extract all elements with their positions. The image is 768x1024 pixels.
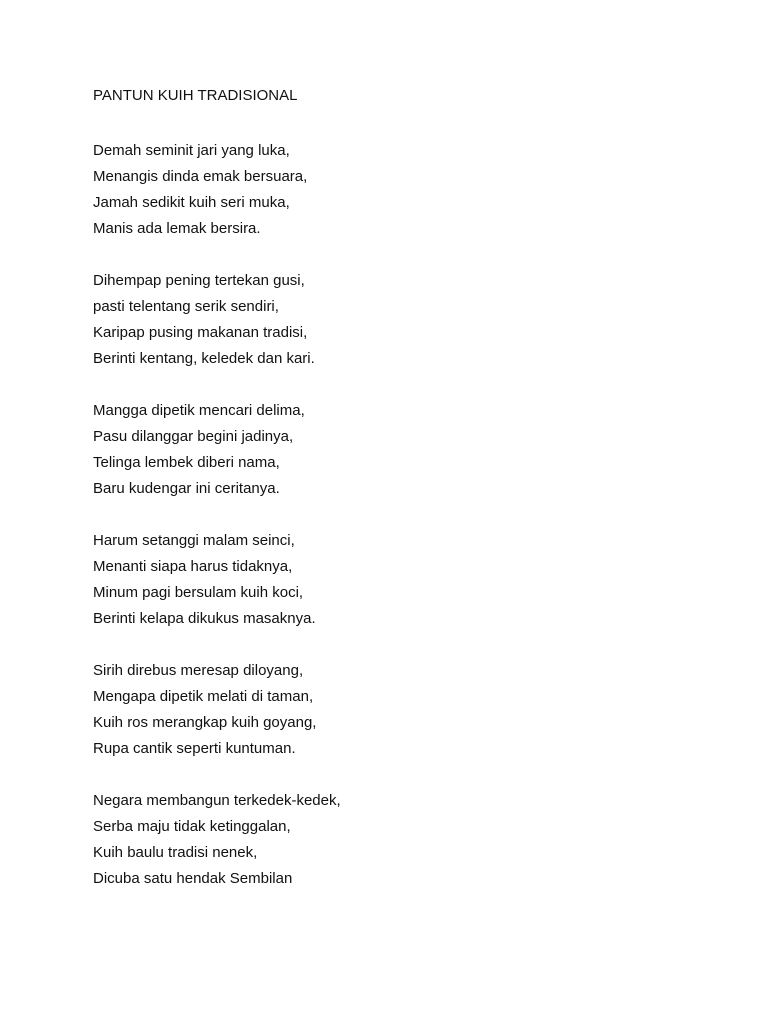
stanza-line: Sirih direbus meresap diloyang, [93,662,304,679]
stanza-line: Kuih ros merangkap kuih goyang, [93,714,317,731]
stanza-6 [93,788,733,892]
stanza-4 [93,528,733,632]
stanza-2 [93,268,733,372]
stanza-line: Berinti kentang, keledek dan kari. [93,350,315,367]
stanza-line: Pasu dilanggar begini jadinya, [93,428,294,445]
stanza-line: Rupa cantik seperti kuntuman. [93,740,296,757]
stanza-line: Telinga lembek diberi nama, [93,454,280,471]
stanza-5 [93,658,733,762]
stanza-line: Dicuba satu hendak Sembilan [93,870,293,887]
stanza-1 [93,138,733,242]
stanza-line: Minum pagi bersulam kuih koci, [93,584,304,601]
stanza-list [93,138,733,892]
stanza-line: Berinti kelapa dikukus masaknya. [93,610,316,627]
stanza-line: Menanti siapa harus tidaknya, [93,558,293,575]
stanza-line: pasti telentang serik sendiri, [93,298,279,315]
stanza-line: Karipap pusing makanan tradisi, [93,324,308,341]
document-title: PANTUN KUIH TRADISIONAL [93,87,298,104]
stanza-line: Demah seminit jari yang luka, [93,142,290,159]
document-page [93,86,733,918]
stanza-line: Harum setanggi malam seinci, [93,532,295,549]
stanza-line: Mangga dipetik mencari delima, [93,402,305,419]
stanza-line: Dihempap pening tertekan gusi, [93,272,305,289]
stanza-line: Menangis dinda emak bersuara, [93,168,308,185]
stanza-line: Manis ada lemak bersira. [93,220,261,237]
stanza-line: Serba maju tidak ketinggalan, [93,818,291,835]
stanza-line: Mengapa dipetik melati di taman, [93,688,314,705]
stanza-3 [93,398,733,502]
stanza-line: Kuih baulu tradisi nenek, [93,844,258,861]
stanza-line: Negara membangun terkedek-kedek, [93,792,341,809]
stanza-line: Baru kudengar ini ceritanya. [93,480,280,497]
stanza-line: Jamah sedikit kuih seri muka, [93,194,290,211]
